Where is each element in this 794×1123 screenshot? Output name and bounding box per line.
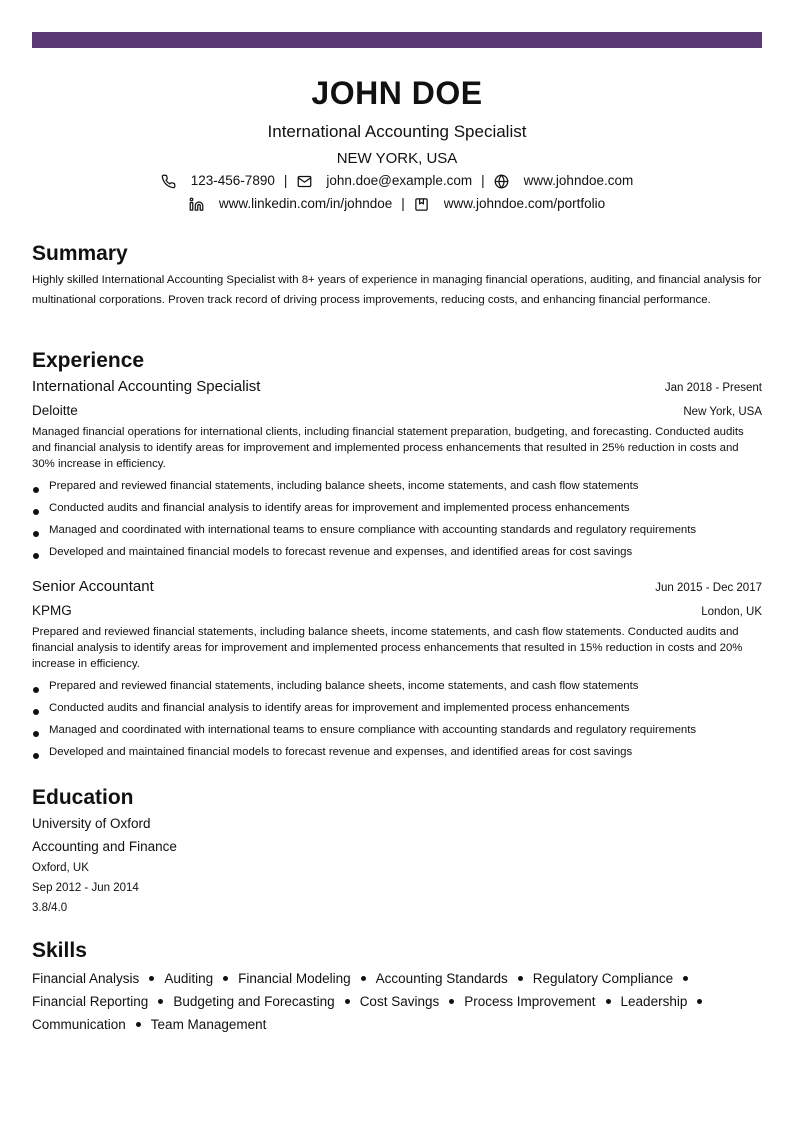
- list-item: Managed and coordinated with international teams to ensure compliance with accounting standards and regulatory requirements: [32, 519, 762, 541]
- skill-item: Team Management: [150, 1017, 267, 1032]
- job-header-row: [32, 376, 762, 398]
- job-location: New York, USA: [683, 406, 762, 418]
- phone-link[interactable]: 123-456-7890: [190, 173, 275, 188]
- skill-separator-dot: [683, 976, 688, 981]
- list-item: Conducted audits and financial analysis to identify areas for improvement and implemented process enhancements: [32, 697, 762, 719]
- skill-separator-dot: [518, 976, 523, 981]
- education-school: University of Oxford: [32, 816, 151, 831]
- job-dates: Jun 2015 - Dec 2017: [655, 582, 762, 594]
- job-company: KPMG: [32, 603, 72, 618]
- education-section: [32, 784, 762, 918]
- candidate-title: International Accounting Specialist: [267, 122, 527, 141]
- job-entry: [32, 376, 762, 563]
- skills-section: [32, 937, 762, 1036]
- job-bullets: [32, 475, 762, 563]
- job-location: London, UK: [701, 606, 762, 618]
- website-link[interactable]: www.johndoe.com: [523, 173, 634, 188]
- education-degree: Accounting and Finance: [32, 839, 177, 854]
- job-bullets: [32, 675, 762, 763]
- skill-separator-dot: [449, 999, 454, 1004]
- portfolio-link[interactable]: www.johndoe.com/portfolio: [443, 196, 606, 211]
- skill-item: Accounting Standards: [375, 971, 508, 986]
- summary-text: Highly skilled International Accounting Specialist with 8+ years of experience in managing financial operations, auditing, and financial analysis for multinational corporations. Proven track record of driving process improvements, reducing costs, and enhancing financial performance.: [32, 274, 762, 306]
- skill-separator-dot: [223, 976, 228, 981]
- list-item: Developed and maintained financial models to forecast revenue and expenses, and identified areas for cost savings: [32, 741, 762, 763]
- skill-item: Auditing: [164, 971, 214, 986]
- education-location: Oxford, UK: [32, 862, 89, 874]
- skill-item: Communication: [32, 1017, 126, 1032]
- phone-icon: [161, 173, 177, 189]
- skills-list: [32, 967, 762, 1036]
- mail-icon: [296, 173, 312, 189]
- contact-separator: |: [401, 196, 405, 211]
- contact-separator: |: [283, 173, 288, 188]
- contact-line-secondary: [32, 193, 762, 215]
- job-entry: [32, 576, 762, 763]
- experience-heading: Experience: [32, 349, 145, 372]
- resume-header: [32, 70, 762, 215]
- education-gpa: 3.8/4.0: [32, 902, 68, 914]
- job-company-row: [32, 600, 762, 622]
- list-item: Prepared and reviewed financial statements, including balance sheets, income statements, and cash flow statements: [32, 475, 762, 497]
- skill-separator-dot: [606, 999, 611, 1004]
- job-header-row: [32, 576, 762, 598]
- skill-item: Financial Reporting: [32, 994, 149, 1009]
- candidate-name: JOHN DOE: [311, 75, 483, 111]
- skill-item: Financial Modeling: [238, 971, 351, 986]
- summary-heading: Summary: [32, 242, 128, 265]
- summary-section: [32, 240, 762, 310]
- accent-top-bar: [32, 32, 762, 48]
- bookmark-icon: [414, 196, 430, 212]
- skill-item: Cost Savings: [359, 994, 440, 1009]
- skill-separator-dot: [158, 999, 163, 1004]
- experience-section: [32, 347, 762, 763]
- skill-separator-dot: [697, 999, 702, 1004]
- list-item: Managed and coordinated with international teams to ensure compliance with accounting standards and regulatory requirements: [32, 719, 762, 741]
- candidate-location: NEW YORK, USA: [336, 150, 458, 167]
- job-dates: Jan 2018 - Present: [664, 382, 762, 394]
- job-description: Managed financial operations for international clients, including financial statement preparation, budgeting, and forecasting. Conducted audits and financial analysis to identify areas for improvement and implemented process enhancements that resulted in 25% reduction in costs and 30% increase in efficiency.: [32, 426, 744, 470]
- skill-item: Leadership: [620, 994, 688, 1009]
- job-company-row: [32, 400, 762, 422]
- job-title: Senior Accountant: [32, 578, 154, 595]
- job-description: Prepared and reviewed financial statements, including balance sheets, income statements, and cash flow statements. Conducted audits and financial analysis to identify areas for improvement and implemented process enhancements that resulted in 15% reduction in costs and 20% increase in efficiency.: [32, 626, 743, 670]
- contact-separator: |: [481, 173, 485, 188]
- list-item: Developed and maintained financial models to forecast revenue and expenses, and identified areas for cost savings: [32, 541, 762, 563]
- contact-line-primary: [32, 170, 762, 192]
- globe-icon: [494, 173, 510, 189]
- education-heading: Education: [32, 786, 134, 809]
- skill-separator-dot: [345, 999, 350, 1004]
- linkedin-icon: [189, 196, 205, 212]
- skill-item: Regulatory Compliance: [532, 971, 674, 986]
- skill-separator-dot: [149, 976, 154, 981]
- linkedin-link[interactable]: www.linkedin.com/in/johndoe: [218, 196, 393, 211]
- skill-item: Budgeting and Forecasting: [173, 994, 335, 1009]
- job-company: Deloitte: [32, 403, 78, 418]
- job-title: International Accounting Specialist: [32, 378, 261, 395]
- skill-item: Financial Analysis: [32, 971, 140, 986]
- list-item: Conducted audits and financial analysis to identify areas for improvement and implemented process enhancements: [32, 497, 762, 519]
- skill-item: Process Improvement: [464, 994, 596, 1009]
- skills-heading: Skills: [32, 939, 87, 962]
- email-link[interactable]: john.doe@example.com: [326, 173, 473, 188]
- list-item: Prepared and reviewed financial statements, including balance sheets, income statements, and cash flow statements: [32, 675, 762, 697]
- skill-separator-dot: [361, 976, 366, 981]
- skill-separator-dot: [136, 1022, 141, 1027]
- education-dates: Sep 2012 - Jun 2014: [32, 882, 139, 894]
